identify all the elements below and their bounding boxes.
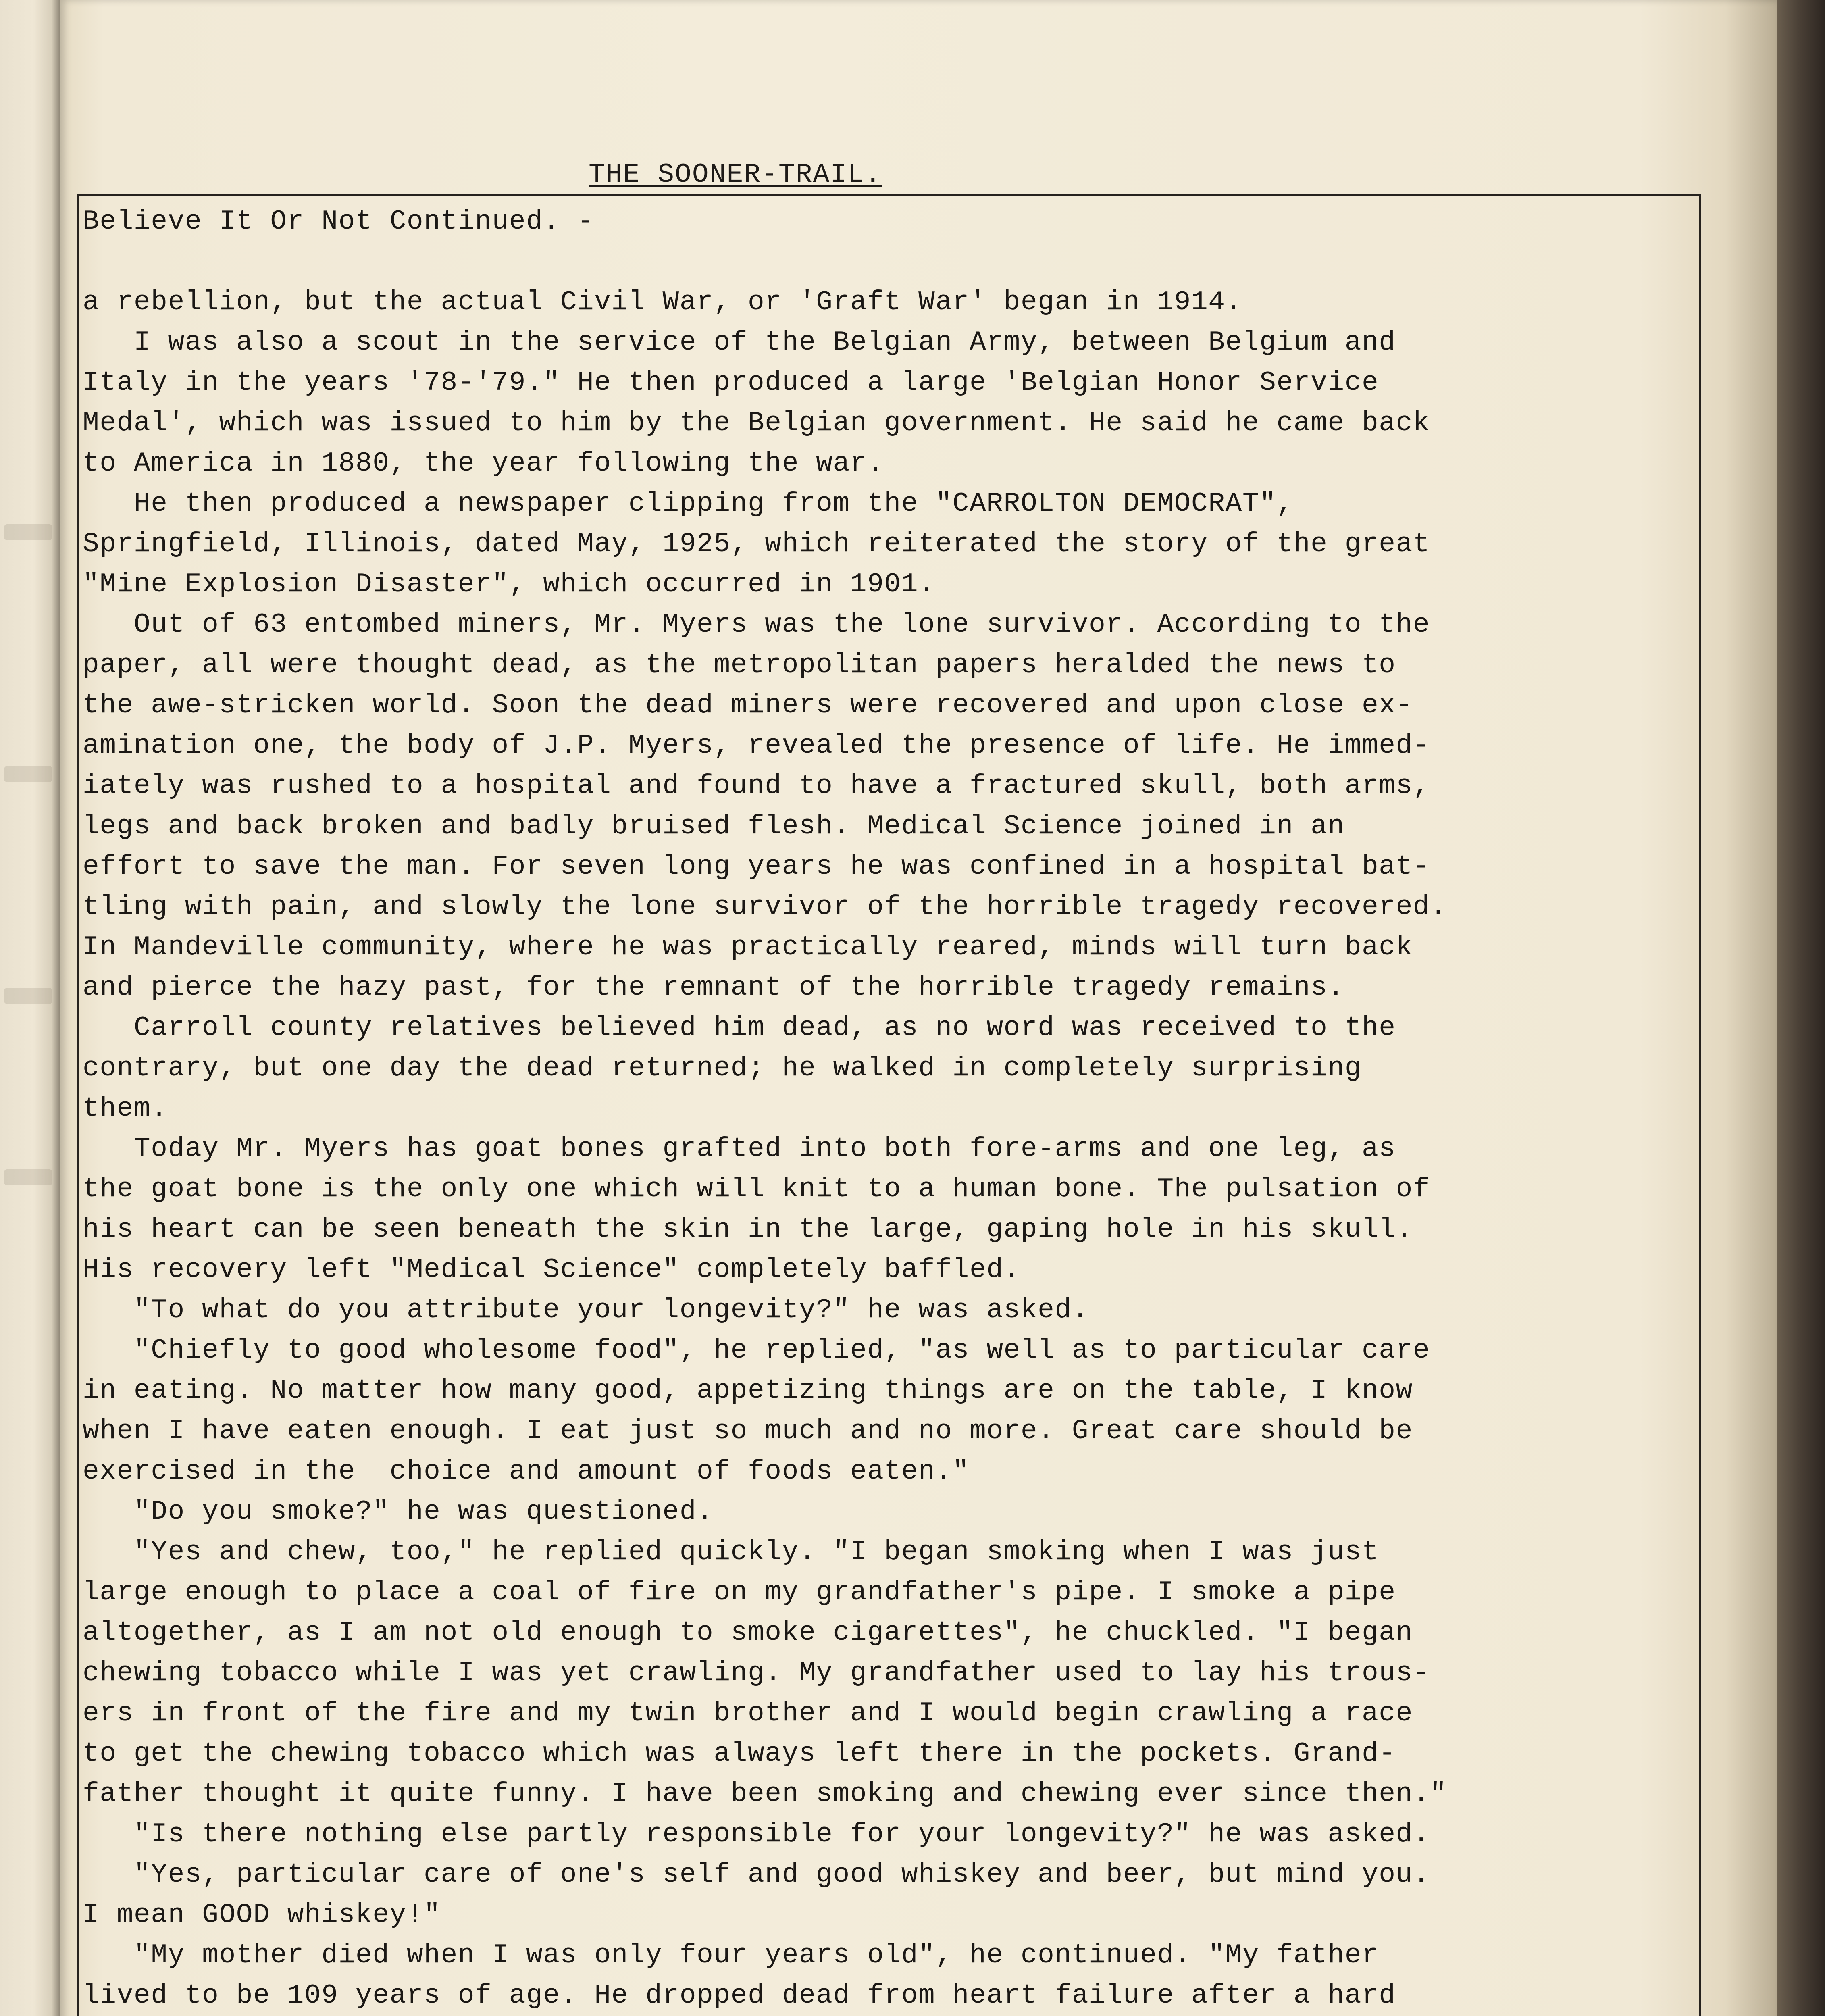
text-line: his heart can be seen beneath the skin in the large, gaping hole in his skull. (83, 1214, 1413, 1245)
text-line: paper, all were thought dead, as the metropolitan papers heralded the news to (83, 650, 1396, 681)
text-line: chewing tobacco while I was yet crawling. My grandfather used to lay his trous- (83, 1658, 1430, 1689)
text-line: tling with pain, and slowly the lone survivor of the horrible tragedy recovered. (83, 891, 1447, 923)
text-line: He then produced a newspaper clipping from the "CARROLTON DEMOCRAT", (83, 488, 1294, 519)
text-line: In Mandeville community, where he was practically reared, minds will turn back (83, 932, 1413, 963)
text-line: the goat bone is the only one which will knit to a human bone. The pulsation of (83, 1174, 1430, 1205)
text-line: a rebellion, but the actual Civil War, or 'Graft War' began in 1914. (83, 287, 1242, 318)
text-line: the awe-stricken world. Soon the dead miners were recovered and upon close ex- (83, 690, 1413, 721)
text-line: ers in front of the fire and my twin brother and I would begin crawling a race (83, 1698, 1413, 1729)
text-line: exercised in the choice and amount of foods eaten." (83, 1456, 970, 1487)
binding-edge (1777, 0, 1825, 2016)
text-line: Italy in the years '78-'79." He then produced a large 'Belgian Honor Service (83, 367, 1379, 398)
text-line: father thought it quite funny. I have been smoking and chewing ever since then." (83, 1779, 1447, 1810)
text-line: large enough to place a coal of fire on my grandfather's pipe. I smoke a pipe (83, 1577, 1396, 1608)
text-line: "Mine Explosion Disaster", which occurred in 1901. (83, 569, 936, 600)
text-line: and pierce the hazy past, for the remnant of the horrible tragedy remains. (83, 972, 1345, 1003)
text-line: Carroll county relatives believed him dead, as no word was received to the (83, 1012, 1396, 1043)
text-line: "My mother died when I was only four years old", he continued. "My father (83, 1940, 1379, 1971)
text-line: I mean GOOD whiskey!" (83, 1899, 441, 1931)
text-line: to America in 1880, the year following the war. (83, 448, 884, 479)
text-line: "Is there nothing else partly responsible for your longevity?" he was asked. (83, 1819, 1430, 1850)
text-line: legs and back broken and badly bruised flesh. Medical Science joined in an (83, 811, 1345, 842)
text-line: them. (83, 1093, 168, 1124)
article-lines (83, 282, 1695, 2016)
text-line: "To what do you attribute your longevity?" he was asked. (83, 1295, 1089, 1326)
text-line: Today Mr. Myers has goat bones grafted into both fore-arms and one leg, as (83, 1133, 1396, 1164)
running-head: THE SOONER-TRAIL. (589, 159, 882, 190)
text-line: amination one, the body of J.P. Myers, revealed the presence of life. He immed- (83, 730, 1430, 761)
bleed-through-mark (4, 988, 52, 1004)
text-line: "Chiefly to good wholesome food", he replied, "as well as to particular care (83, 1335, 1430, 1366)
text-line: in eating. No matter how many good, appetizing things are on the table, I know (83, 1375, 1413, 1406)
text-line: contrary, but one day the dead returned; he walked in completely surprising (83, 1053, 1362, 1084)
text-line: "Yes and chew, too," he replied quickly. "I began smoking when I was just (83, 1537, 1379, 1568)
text-line: Out of 63 entombed miners, Mr. Myers was the lone survivor. According to the (83, 609, 1430, 640)
section-heading: Believe It Or Not Continued. - (83, 206, 595, 237)
text-line: I was also a scout in the service of the Belgian Army, between Belgium and (83, 327, 1396, 358)
text-line: His recovery left "Medical Science" completely baffled. (83, 1254, 1021, 1285)
text-line: effort to save the man. For seven long years he was confined in a hospital bat- (83, 851, 1430, 882)
previous-page-edge (0, 0, 60, 2016)
text-line: "Do you smoke?" he was questioned. (83, 1496, 714, 1527)
text-line: Springfield, Illinois, dated May, 1925, which reiterated the story of the great (83, 529, 1430, 560)
bleed-through-mark (4, 524, 52, 540)
blank-line (83, 242, 1695, 282)
bleed-through-mark (4, 1169, 52, 1185)
text-line: "Yes, particular care of one's self and good whiskey and beer, but mind you. (83, 1859, 1430, 1890)
text-line: when I have eaten enough. I eat just so much and no more. Great care should be (83, 1416, 1413, 1447)
text-line: altogether, as I am not old enough to smoke cigarettes", he chuckled. "I began (83, 1617, 1413, 1648)
text-line: iately was rushed to a hospital and found to have a fractured skull, both arms, (83, 771, 1430, 802)
text-line: lived to be 109 years of age. He dropped dead from heart failure after a hard (83, 1980, 1396, 2011)
text-line: Medal', which was issued to him by the Belgian government. He said he came back (83, 408, 1430, 439)
bleed-through-mark (4, 766, 52, 782)
text-line: to get the chewing tobacco which was always left there in the pockets. Grand- (83, 1738, 1396, 1769)
article-body (83, 202, 1695, 2016)
